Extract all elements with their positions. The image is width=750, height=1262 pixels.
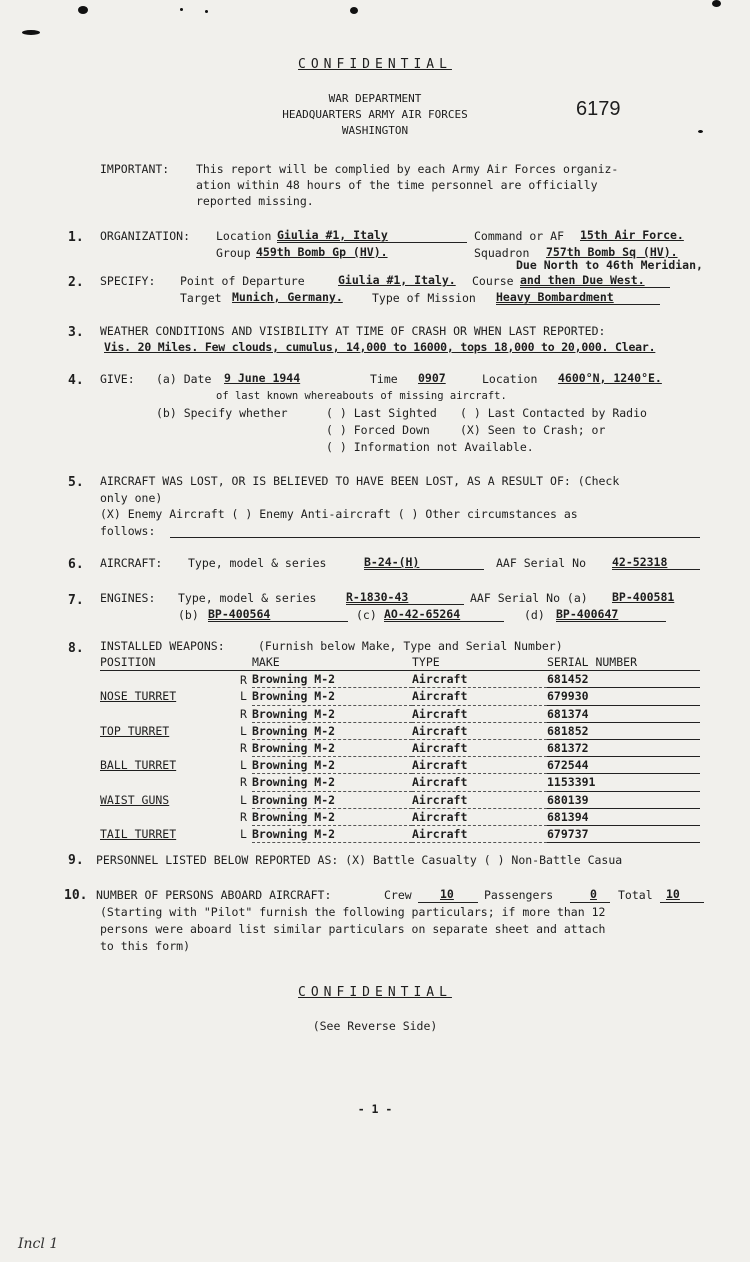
weapon-type: Aircraft: [412, 705, 547, 722]
weapon-side: R: [240, 775, 247, 790]
group-value: 459th Bomb Gp (HV).: [256, 245, 388, 259]
departure-label: Point of Departure: [180, 274, 305, 288]
engine-type-label: Type, model & series: [178, 591, 317, 605]
fill-line: [277, 242, 467, 243]
item-number: 3.: [68, 325, 84, 340]
crash-location-value: 4600°N, 1240°E.: [558, 371, 662, 385]
passengers-label: Passengers: [484, 888, 554, 902]
handwritten-inclosure-note: Incl 1: [18, 1236, 59, 1252]
table-row: [100, 825, 700, 842]
important-line: ation within 48 hours of the time personnel are officially: [196, 178, 598, 192]
weapon-serial: 681852: [547, 722, 700, 739]
weapon-side: R: [240, 741, 247, 756]
scan-speck: [22, 30, 40, 35]
fill-line: [556, 621, 666, 622]
table-row: [100, 757, 700, 774]
weapon-serial: 680139: [547, 791, 700, 808]
weapon-position: [100, 774, 240, 791]
option-last-sighted: ( ) Last Sighted: [326, 406, 437, 420]
weapon-side: L: [240, 689, 247, 704]
weapon-side: R: [240, 706, 247, 721]
option-seen-to-crash: (X) Seen to Crash; or: [460, 423, 606, 437]
target-label: Target: [180, 291, 222, 305]
location-value: Giulia #1, Italy: [277, 228, 388, 242]
weapon-serial: 681372: [547, 739, 700, 756]
dept-name: WAR DEPARTMENT: [328, 92, 422, 105]
weapon-type: Aircraft: [412, 825, 547, 842]
important-line: reported missing.: [196, 194, 314, 208]
whereabouts-note: of last known whereabouts of missing aircraft.: [216, 390, 507, 402]
engine-serial-d: BP-400647: [556, 607, 619, 621]
weapon-type: Aircraft: [412, 757, 547, 774]
fill-line: [612, 569, 700, 570]
fill-line: [364, 569, 484, 570]
persons-aboard-label: NUMBER OF PERSONS ABOARD AIRCRAFT:: [96, 888, 332, 902]
crew-value: 10: [440, 887, 454, 901]
fill-line: [384, 621, 504, 622]
weapon-side: L: [240, 826, 247, 841]
fill-line: [418, 902, 478, 903]
table-row: [100, 705, 700, 722]
weapon-serial: 679930: [547, 688, 700, 705]
command-value: 15th Air Force.: [580, 228, 684, 242]
classification-header: CONFIDENTIAL: [298, 57, 452, 72]
weapon-side: L: [240, 758, 247, 773]
weapon-type: Aircraft: [412, 722, 547, 739]
weapon-type: Aircraft: [412, 739, 547, 756]
table-row: [100, 688, 700, 705]
page-number: - 1 -: [357, 1102, 393, 1116]
persons-instruction: (Starting with "Pilot" furnish the following particulars; if more than 12: [100, 905, 606, 919]
weapon-serial: 681452: [547, 671, 700, 688]
weapon-position: WAIST GUNS: [100, 792, 170, 807]
loss-cause-label: AIRCRAFT WAS LOST, OR IS BELIEVED TO HAVE BEEN LOST, AS A RESULT OF: (Check: [100, 474, 620, 488]
weapon-make: Browning M-2: [252, 671, 412, 688]
target-value: Munich, Germany.: [232, 290, 343, 304]
item-number: 6.: [68, 557, 84, 572]
weapon-type: Aircraft: [412, 774, 547, 791]
date-label: (a) Date: [156, 372, 212, 386]
aircraft-serial-value: 42-52318: [612, 555, 668, 569]
squadron-value: 757th Bomb Sq (HV).: [546, 245, 678, 259]
persons-instruction: persons were aboard list similar particulars on separate sheet and attach: [100, 922, 606, 936]
weapon-make: Browning M-2: [252, 722, 412, 739]
weapon-type: Aircraft: [412, 688, 547, 705]
weapon-side: L: [240, 723, 247, 738]
scan-speck: [350, 7, 358, 14]
item-number: 8.: [68, 641, 84, 656]
scan-speck: [78, 6, 88, 14]
fill-line: [570, 902, 610, 903]
scan-speck: [205, 10, 208, 13]
weapon-serial: 672544: [547, 757, 700, 774]
weapon-position: [100, 808, 240, 825]
weapon-side: R: [240, 672, 247, 687]
fill-line: [520, 287, 670, 288]
weapon-position: [100, 739, 240, 756]
course-label: Course: [472, 274, 514, 288]
weapons-table: [100, 654, 700, 843]
col-make: MAKE: [252, 654, 412, 671]
weather-label: WEATHER CONDITIONS AND VISIBILITY AT TIME OF CRASH OR WHEN LAST REPORTED:: [100, 324, 606, 338]
engine-d-label: (d): [524, 608, 545, 622]
aircraft-label: AIRCRAFT:: [100, 556, 163, 570]
weapon-make: Browning M-2: [252, 688, 412, 705]
fill-line: [660, 902, 704, 903]
weapon-make: Browning M-2: [252, 791, 412, 808]
table-row: [100, 739, 700, 756]
command-label: Command or AF: [474, 229, 565, 243]
course-value: and then Due West.: [520, 273, 645, 287]
weapon-serial: 679737: [547, 825, 700, 842]
aircraft-type-label: Type, model & series: [188, 556, 327, 570]
table-row: [100, 791, 700, 808]
weapon-type: Aircraft: [412, 791, 547, 808]
engines-label: ENGINES:: [100, 591, 156, 605]
mission-value: Heavy Bombardment: [496, 290, 614, 304]
engine-c-label: (c): [356, 608, 377, 622]
col-serial: SERIAL NUMBER: [547, 654, 700, 671]
weapon-make: Browning M-2: [252, 774, 412, 791]
item-number: 4.: [68, 373, 84, 388]
weapons-label: INSTALLED WEAPONS:: [100, 639, 225, 653]
important-line: This report will be complied by each Army Air Forces organiz-: [196, 162, 619, 176]
weapon-position: [100, 705, 240, 722]
loss-cause-options: (X) Enemy Aircraft ( ) Enemy Anti-aircraft ( ) Other circumstances as: [100, 507, 578, 521]
weapon-make: Browning M-2: [252, 705, 412, 722]
weapons-instruction: (Furnish below Make, Type and Serial Number): [258, 639, 563, 653]
engine-type-value: R-1830-43: [346, 590, 409, 604]
time-value: 0907: [418, 371, 446, 385]
item-number: 7.: [68, 593, 84, 608]
item-number: 10.: [64, 888, 88, 903]
item-number: 2.: [68, 275, 84, 290]
weapon-position: TOP TURRET: [100, 723, 170, 738]
table-row: [100, 774, 700, 791]
weapon-type: Aircraft: [412, 671, 547, 688]
engine-serial-b: BP-400564: [208, 607, 271, 621]
col-position: POSITION: [100, 654, 240, 671]
loss-cause-label: only one): [100, 491, 163, 505]
weapon-position: NOSE TURRET: [100, 689, 177, 704]
weapon-position: TAIL TURRET: [100, 826, 177, 841]
see-reverse-note: (See Reverse Side): [312, 1019, 438, 1033]
weapon-serial: 681374: [547, 705, 700, 722]
location-label: Location: [216, 229, 272, 243]
weapon-serial: 1153391: [547, 774, 700, 791]
crash-location-label: Location: [482, 372, 538, 386]
weapon-side: R: [240, 809, 247, 824]
scan-speck: [180, 8, 183, 11]
crew-label: Crew: [384, 888, 412, 902]
weapon-serial: 681394: [547, 808, 700, 825]
mission-label: Type of Mission: [372, 291, 476, 305]
persons-instruction: to this form): [100, 939, 191, 953]
personnel-status: PERSONNEL LISTED BELOW REPORTED AS: (X) Battle Casualty ( ) Non-Battle Casua: [96, 853, 623, 867]
fill-line: [170, 537, 700, 538]
passengers-value: 0: [590, 887, 597, 901]
hq-name: HEADQUARTERS ARMY AIR FORCES: [282, 108, 468, 121]
option-forced-down: ( ) Forced Down: [326, 423, 430, 437]
weapon-make: Browning M-2: [252, 808, 412, 825]
time-label: Time: [370, 372, 398, 386]
city-name: WASHINGTON: [341, 124, 409, 137]
total-value: 10: [666, 887, 680, 901]
table-row: [100, 671, 700, 688]
group-label: Group: [216, 246, 251, 260]
aircraft-serial-label: AAF Serial No: [496, 556, 587, 570]
table-row: [100, 722, 700, 739]
give-label: GIVE:: [100, 372, 135, 386]
weapon-type: Aircraft: [412, 808, 547, 825]
total-label: Total: [618, 888, 653, 902]
engine-serial-label: AAF Serial No (a): [470, 591, 588, 605]
weapon-position: BALL TURRET: [100, 758, 177, 773]
fill-line: [208, 621, 348, 622]
option-last-contacted: ( ) Last Contacted by Radio: [460, 406, 647, 420]
departure-value: Giulia #1, Italy.: [338, 273, 456, 287]
engine-serial-c: AO-42-65264: [384, 607, 461, 621]
fill-line: [346, 604, 464, 605]
weapon-make: Browning M-2: [252, 825, 412, 842]
loss-cause-follows: follows:: [100, 524, 156, 538]
weapon-make: Browning M-2: [252, 757, 412, 774]
course-value: Due North to 46th Meridian,: [516, 258, 703, 272]
scan-speck: [712, 0, 721, 7]
classification-footer: CONFIDENTIAL: [298, 985, 452, 1000]
item-number: 1.: [68, 230, 84, 245]
table-row: [100, 808, 700, 825]
item-number: 9.: [68, 853, 84, 868]
specify-label: SPECIFY:: [100, 274, 156, 288]
report-number: 6179: [576, 98, 621, 120]
col-type: TYPE: [412, 654, 547, 671]
item-number: 5.: [68, 475, 84, 490]
squadron-label: Squadron: [474, 246, 530, 260]
option-info-not-available: ( ) Information not Available.: [326, 440, 534, 454]
table-header-row: [100, 654, 700, 671]
weather-value: Vis. 20 Miles. Few clouds, cumulus, 14,000 to 16000, tops 18,000 to 20,000. Clear.: [104, 340, 656, 354]
specify-whether-label: (b) Specify whether: [156, 406, 288, 420]
organization-label: ORGANIZATION:: [100, 229, 191, 243]
aircraft-type-value: B-24-(H): [364, 555, 420, 569]
important-label: IMPORTANT:: [100, 162, 170, 176]
weapon-position: [100, 671, 240, 688]
weapon-side: L: [240, 792, 247, 807]
date-value: 9 June 1944: [224, 371, 301, 385]
fill-line: [496, 304, 660, 305]
weapon-make: Browning M-2: [252, 739, 412, 756]
engine-serial-a: BP-400581: [612, 590, 675, 604]
engine-b-label: (b): [178, 608, 199, 622]
